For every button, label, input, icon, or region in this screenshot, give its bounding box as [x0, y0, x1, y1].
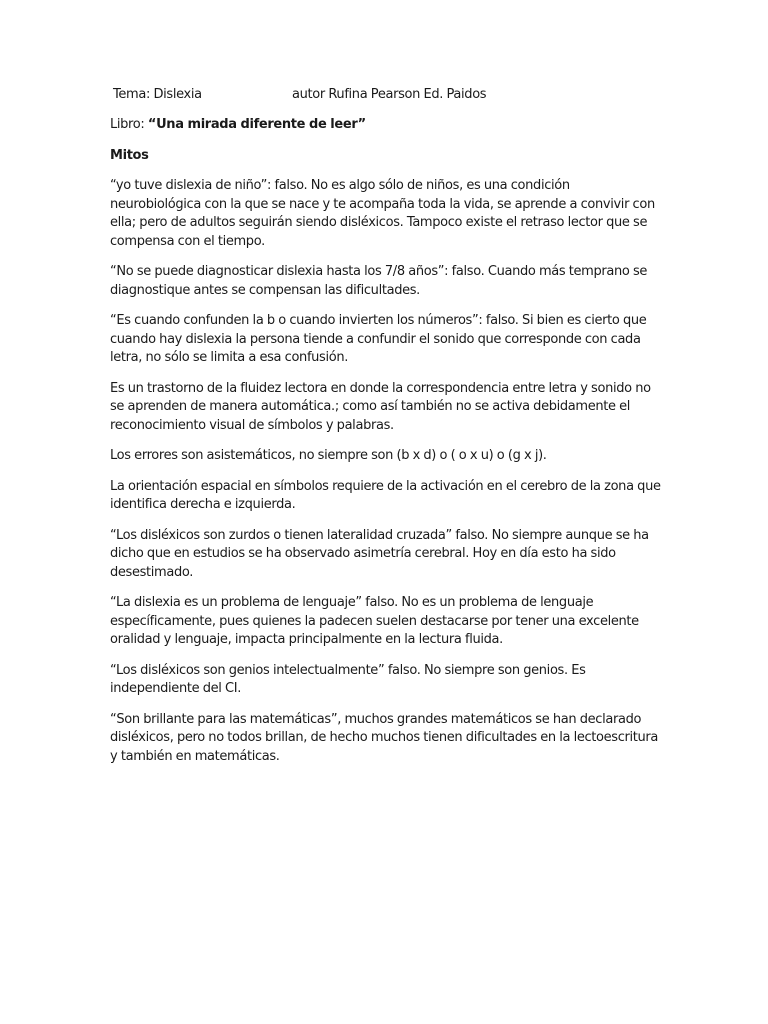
section-heading-mitos: Mitos: [110, 147, 149, 163]
paragraph: La orientación espacial en símbolos requiere de la activación en el cerebro de la zona que identifica derecha e izquierda.: [110, 478, 661, 512]
paragraph: “Los disléxicos son genios intelectualmente” falso. No siempre son genios. Es independiente del CI.: [110, 662, 586, 696]
paragraph: “yo tuve dislexia de niño”: falso. No es algo sólo de niños, es una condición neurobiológica con la que se nace y te acompaña toda la vida, se aprende a convivir con ella; pero de adultos seguirán siendo disléxicos. Tampoco existe el retraso lector que se compensa con el tiempo.: [110, 178, 655, 249]
paragraph: Es un trastorno de la fluidez lectora en donde la correspondencia entre letra y sonido no se aprenden de manera automática.; como así también no se activa debidamente el reconocimiento visual de símbolos y palabras.: [110, 380, 651, 433]
book-colon: :: [140, 117, 148, 132]
paragraph: “La dislexia es un problema de lenguaje” falso. No es un problema de lenguaje específicamente, pues quienes la padecen suelen destacarse por tener una excelente oralidad y lenguaje, impacta principalmente en la lectura fluida.: [110, 595, 639, 647]
paragraph: “No se puede diagnosticar dislexia hasta los 7/8 años”: falso. Cuando más temprano se diagnostique antes se compensan las dificultades.: [110, 264, 648, 298]
book-line: [110, 116, 662, 135]
document-body: [110, 86, 662, 778]
paragraph: Los errores son asistemáticos, no siempre son (b x d) o ( o x u) o (g x j).: [110, 448, 547, 463]
paragraph: “Los disléxicos son zurdos o tienen lateralidad cruzada” falso. No siempre aunque se ha dicho que en estudios se ha observado asimetría cerebral. Hoy en día esto ha sido desestimado.: [110, 527, 649, 580]
author-label: autor Rufina Pearson Ed. Paidos: [292, 87, 487, 102]
topic-label: Tema: Dislexia: [113, 87, 202, 102]
book-label: Libro: [110, 117, 141, 132]
book-title: “Una mirada diferente de leer”: [147, 117, 366, 132]
paragraph: “Es cuando confunden la b o cuando invierten los números”: falso. Si bien es cierto que cuando hay dislexia la persona tiende a confundir el sonido que corresponde con cada letra, no sólo se limita a esa confusión.: [110, 313, 647, 365]
paragraph: “Son brillante para las matemáticas”, muchos grandes matemáticos se han declarado disléxicos, pero no todos brillan, de hecho muchos tienen dificultades en la lectoescritura y también en matemáticas.: [110, 711, 659, 764]
document-header: [113, 86, 662, 104]
